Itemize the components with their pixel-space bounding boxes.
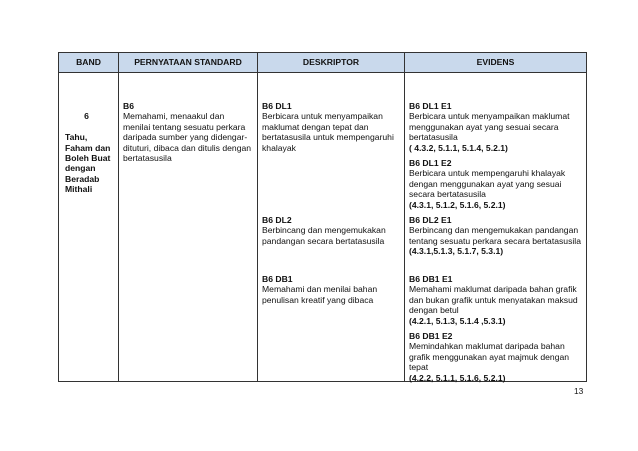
header-evidence: EVIDENS bbox=[405, 53, 587, 73]
evidence-code: B6 DB1 E1 bbox=[409, 274, 453, 284]
evidence-item bbox=[409, 331, 583, 383]
page-number: 13 bbox=[574, 386, 584, 396]
descriptor-code: B6 DL2 bbox=[262, 215, 292, 225]
evidence-text: Berbicara untuk menyampaikan maklumat menggunakan ayat yang sesuai secara bertatasusila bbox=[409, 111, 570, 143]
standards-table bbox=[58, 52, 587, 382]
evidence-item bbox=[409, 274, 583, 326]
evidence-text: Berbincang dan mengemukakan pandangan tentang sesuatu perkara secara bertatasusila bbox=[409, 225, 581, 246]
table-row bbox=[59, 73, 587, 382]
evidence-refs: (4.3.1, 5.1.2, 5.1.6, 5.2.1) bbox=[409, 199, 506, 210]
evidence-item bbox=[409, 101, 583, 153]
evidence-code: B6 DB1 E2 bbox=[409, 331, 453, 341]
descriptor-item bbox=[262, 215, 401, 246]
standard-cell bbox=[119, 73, 258, 382]
descriptor-item bbox=[262, 101, 401, 153]
descriptor-text: Memahami dan menilai bahan penulisan kreatif yang dibaca bbox=[262, 284, 378, 305]
descriptor-code: B6 DB1 bbox=[262, 274, 293, 284]
descriptor-item bbox=[262, 274, 401, 305]
evidence-text: Memahami maklumat daripada bahan grafik dan bukan grafik untuk menyatakan maksud dengan betul bbox=[409, 284, 578, 316]
descriptor-text: Berbincang dan mengemukakan pandangan secara bertatasusila bbox=[262, 225, 386, 246]
standard-text: Memahami, menaakul dan menilai tentang sesuatu perkara daripada sumber yang didengar- dituturi, dibaca dan ditulis dengan bertatasusila bbox=[123, 111, 252, 164]
header-band: BAND bbox=[59, 53, 119, 73]
header-row bbox=[59, 53, 587, 73]
descriptor-code: B6 DL1 bbox=[262, 101, 292, 111]
evidence-code: B6 DL1 E1 bbox=[409, 101, 452, 111]
evidence-code: B6 DL2 E1 bbox=[409, 215, 452, 225]
evidence-item bbox=[409, 215, 583, 257]
evidence-refs: (4.2.1, 5.1.3, 5.1.4 ,5.3.1) bbox=[409, 315, 506, 326]
band-number: 6 bbox=[84, 111, 89, 122]
evidence-text: Berbicara untuk mempengaruhi khalayak dengan menggunakan ayat yang sesuai secara bertatasusila bbox=[409, 168, 566, 200]
evidence-refs: (4.3.1,5.1.3, 5.1.7, 5.3.1) bbox=[409, 246, 504, 257]
evidence-cell bbox=[405, 73, 587, 382]
standard-code: B6 bbox=[123, 101, 134, 111]
evidence-text: Memindahkan maklumat daripada bahan grafik menggunakan ayat majmuk dengan tepat bbox=[409, 341, 570, 373]
evidence-code: B6 DL1 E2 bbox=[409, 158, 452, 168]
evidence-refs: (4.2.2, 5.1.1, 5.1.6, 5.2.1) bbox=[409, 372, 506, 383]
descriptor-cell bbox=[258, 73, 405, 382]
evidence-refs: ( 4.3.2, 5.1.1, 5.1.4, 5.2.1) bbox=[409, 142, 508, 153]
band-cell bbox=[59, 73, 119, 382]
descriptor-text: Berbicara untuk menyampaikan maklumat dengan tepat dan bertatasusila untuk mempengaruhi khalayak bbox=[262, 111, 394, 153]
header-standard: PERNYATAAN STANDARD bbox=[119, 53, 258, 73]
band-label: Tahu, Faham dan Boleh Buat dengan Beradab Mithali bbox=[65, 132, 111, 195]
evidence-item bbox=[409, 158, 583, 210]
header-descriptor: DESKRIPTOR bbox=[258, 53, 405, 73]
